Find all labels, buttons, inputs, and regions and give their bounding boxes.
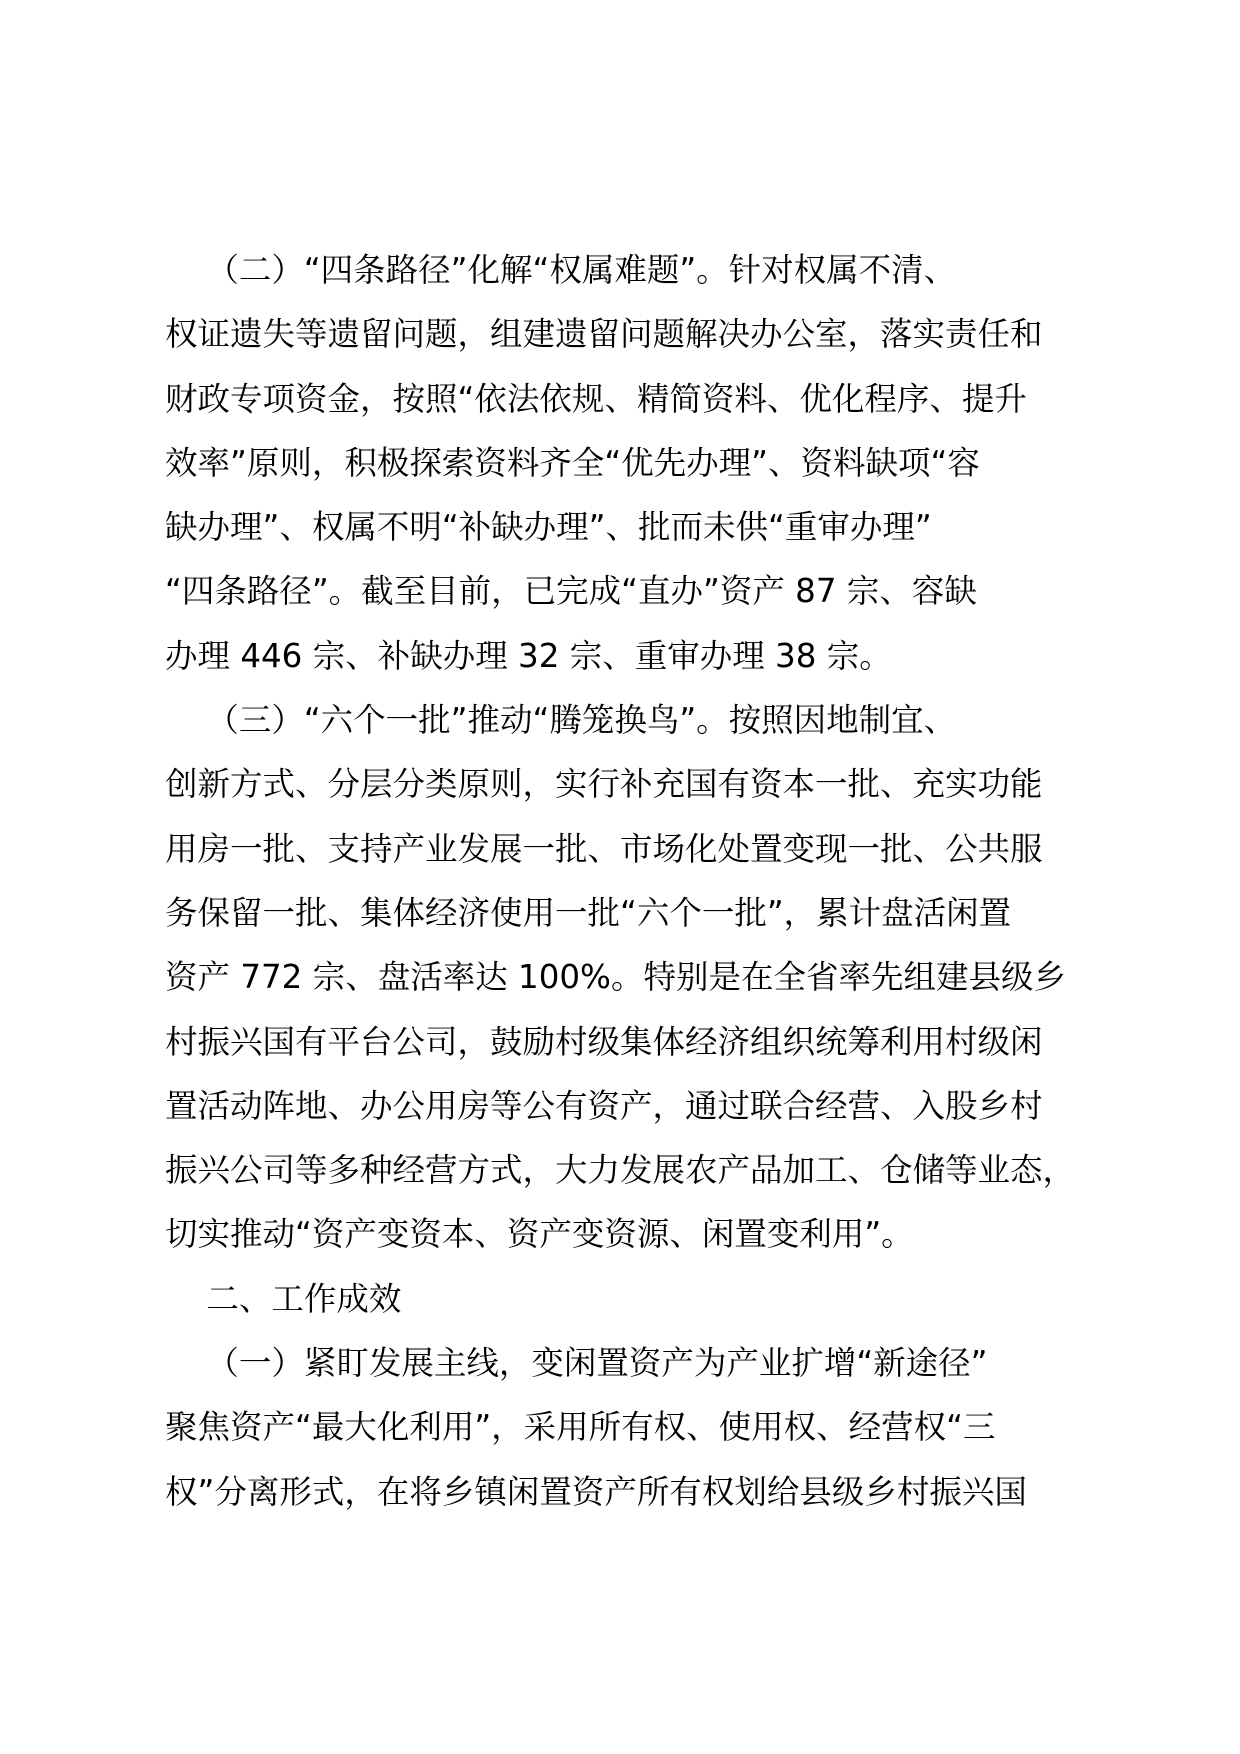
- text-line: 权证遗失等遗留问题，组建遗留问题解决办公室，落实责任和: [165, 315, 1043, 354]
- text-line: 村振兴国有平台公司，鼓励村级集体经济组织统筹利用村级闲: [165, 1022, 1043, 1061]
- text-line: 创新方式、分层分类原则，实行补充国有资本一批、充实功能: [165, 765, 1043, 804]
- text-line: （一）紧盯发展主线，变闲置资产为产业扩增“新途径”: [165, 1344, 988, 1383]
- text-line: 置活动阵地、办公用房等公有资产，通过联合经营、入股乡村: [165, 1086, 1043, 1125]
- document-body: [165, 238, 1105, 1524]
- text-line: 切实推动“资产变资本、资产变资源、闲置变利用”。: [165, 1215, 914, 1254]
- text-line: 用房一批、支持产业发展一批、市场化处置变现一批、公共服: [165, 829, 1043, 868]
- text-line: 务保留一批、集体经济使用一批“六个一批”，累计盘活闲置: [165, 893, 1012, 932]
- text-line: 权”分离形式，在将乡镇闲置资产所有权划给县级乡村振兴国: [165, 1472, 1027, 1511]
- text-line: 办理 446 宗、补缺办理 32 宗、重审办理 38 宗。: [165, 636, 892, 675]
- text-line: 效率”原则，积极探索资料齐全“优先办理”、资料缺项“容: [165, 443, 980, 482]
- text-line: 财政专项资金，按照“依法依规、精简资料、优化程序、提升: [165, 379, 1027, 418]
- section-heading: 二、工作成效: [165, 1279, 402, 1318]
- text-line: （二）“四条路径”化解“权属难题”。针对权属不清、: [165, 251, 957, 289]
- text-line: 振兴公司等多种经营方式，大力发展农产品加工、仓储等业态，: [165, 1151, 1076, 1190]
- text-line: “四条路径”。截至目前，已完成“直办”资产 87 宗、容缺: [165, 572, 977, 611]
- text-line: 资产 772 宗、盘活率达 100%。特别是在全省率先组建县级乡: [165, 958, 1066, 997]
- text-line: 缺办理”、权属不明“补缺办理”、批而未供“重审办理”: [165, 508, 932, 547]
- text-line: （三）“六个一批”推动“腾笼换鸟”。按照因地制宜、: [165, 701, 957, 740]
- text-line: 聚焦资产“最大化利用”，采用所有权、使用权、经营权“三: [165, 1408, 996, 1447]
